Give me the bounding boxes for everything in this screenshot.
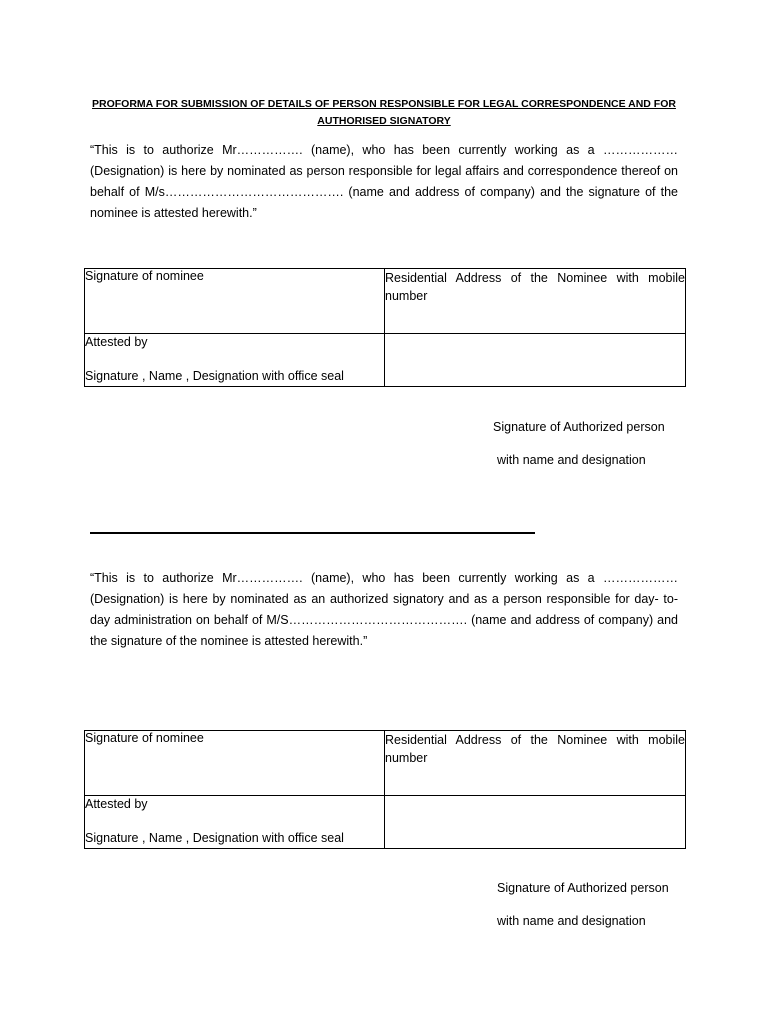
authorized-person-signature-label: Signature of Authorized person bbox=[493, 420, 665, 434]
residential-address-label: Residential Address of the Nominee with mobile number bbox=[385, 733, 685, 765]
attest-details-label: Signature , Name , Designation with office seal bbox=[85, 369, 344, 383]
attest-blank-cell[interactable] bbox=[385, 796, 686, 849]
authorization-paragraph-signatory: “This is to authorize Mr……………. (name), who has been currently working as a ……………… (Designation) is here by nominated as an authorized signatory and as a person responsible for day- to- day administration on behalf of M/S……………………………………. (name and address of company) and the signature of the nominee is attested herewith.” bbox=[90, 571, 678, 648]
attested-by-cell[interactable] bbox=[85, 796, 385, 849]
attest-blank-cell[interactable] bbox=[385, 334, 686, 387]
attest-details-label: Signature , Name , Designation with office seal bbox=[85, 831, 344, 845]
residential-address-cell[interactable] bbox=[385, 269, 686, 334]
signature-of-nominee-cell[interactable] bbox=[85, 731, 385, 796]
authorization-paragraph-legal: “This is to authorize Mr……………. (name), who has been currently working as a ……………… (Designation) is here by nominated as person responsible for legal affairs and correspondence thereof on behalf of M/s……………………………………. (name and address of company) and the signature of the nominee is attested herewith.” bbox=[90, 143, 678, 220]
section-divider bbox=[90, 532, 535, 534]
document-heading: PROFORMA FOR SUBMISSION OF DETAILS OF PERSON RESPONSIBLE FOR LEGAL CORRESPONDENCE AND FOR AUTHORISED SIGNATORY bbox=[92, 98, 676, 127]
authorized-person-name-designation-label: with name and designation bbox=[497, 453, 646, 467]
attested-by-label: Attested by bbox=[85, 335, 148, 349]
nominee-table-legal bbox=[84, 268, 686, 387]
signature-of-nominee-label: Signature of nominee bbox=[85, 731, 204, 745]
attested-by-label: Attested by bbox=[85, 797, 148, 811]
attested-by-cell[interactable] bbox=[85, 334, 385, 387]
nominee-table-signatory bbox=[84, 730, 686, 849]
signature-of-nominee-cell[interactable] bbox=[85, 269, 385, 334]
authorized-person-signature-label: Signature of Authorized person bbox=[497, 881, 669, 895]
residential-address-cell[interactable] bbox=[385, 731, 686, 796]
signature-of-nominee-label: Signature of nominee bbox=[85, 269, 204, 283]
authorized-person-name-designation-label: with name and designation bbox=[497, 914, 646, 928]
residential-address-label: Residential Address of the Nominee with mobile number bbox=[385, 271, 685, 303]
